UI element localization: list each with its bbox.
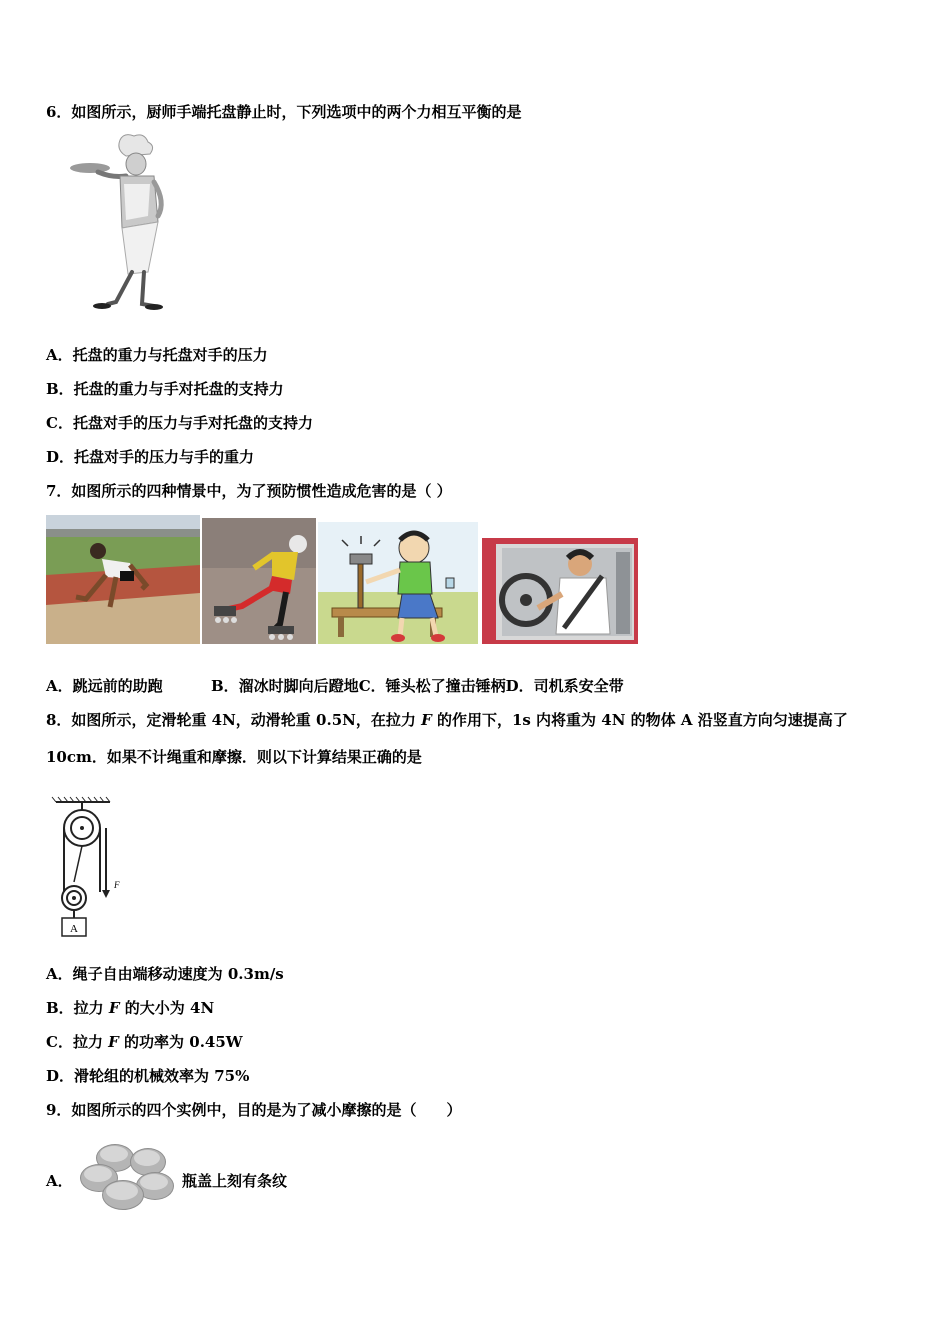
q8-option-c [46,1032,243,1052]
q8-option-a: A．绳子自由端移动速度为 0.3m/s [46,965,284,983]
q7-option-b: B．溜冰时脚向后蹬地 [211,677,359,695]
q8-option-d: D．滑轮组的机械效率为 75% [46,1067,250,1085]
pulley-block-label: A [70,923,78,935]
hammer-cartoon [318,522,478,644]
q8-stem-line1 [46,710,848,730]
q8-stem-prefix: 8．如图所示，定滑轮重 4N，动滑轮重 0.5N，在拉力 [46,711,422,729]
long-jump-photo [46,515,200,644]
q7-option-c: C．锤头松了撞击锤柄 [358,677,506,695]
q6-stem: 6．如图所示，厨师手端托盘静止时，下列选项中的两个力相互平衡的是 [46,103,522,121]
q9-option-a-text: 瓶盖上刻有条纹 [182,1172,288,1190]
q9-option-a-letter: A． [46,1172,73,1190]
driver-seatbelt-photo [482,538,638,644]
bottle-caps-photo [78,1140,174,1212]
chef-holding-tray-icon [62,132,172,314]
q8-stem-suffix: 的作用下，1s 内将重为 4N 的物体 A 沿竖直方向匀速提高了 [431,711,848,729]
q8-stem-line2: 10cm．如果不计绳重和摩擦．则以下计算结果正确的是 [46,748,422,766]
pulley-force-label: F [114,880,120,890]
cap-5-top [106,1182,138,1200]
q9-stem: 9．如图所示的四个实例中，目的是为了减小摩擦的是（ ） [46,1101,462,1119]
q8-option-b-var: F [108,999,120,1017]
q8-option-c-suffix: 的功率为 0.45W [118,1033,243,1051]
cap-4-top [140,1174,168,1190]
cap-3-top [84,1166,112,1182]
q8-option-b [46,998,214,1018]
q6-option-d: D．托盘对手的压力与手的重力 [46,448,255,466]
q7-options [46,676,624,696]
cap-2-top [134,1150,160,1166]
q8-option-b-suffix: 的大小为 4N [119,999,215,1017]
cap-1-top [100,1146,128,1162]
q7-option-d: D．司机系安全带 [505,677,624,695]
q8-option-c-var: F [108,1033,119,1051]
q8-option-c-prefix: C．拉力 [46,1033,109,1051]
q7-stem: 7．如图所示的四种情景中，为了预防惯性造成危害的是（ ） [46,482,452,500]
q8-option-b-prefix: B．拉力 [46,999,109,1017]
q7-option-a: A．跳远前的助跑 [46,677,163,695]
q6-option-c: C．托盘对手的压力与手对托盘的支持力 [46,414,313,432]
q6-option-a: A．托盘的重力与托盘对手的压力 [46,346,268,364]
pulley-system-diagram [48,794,128,940]
roller-skating-photo [202,518,316,644]
q8-stem-var-f: F [421,711,432,729]
q6-option-b: B．托盘的重力与手对托盘的支持力 [46,380,284,398]
